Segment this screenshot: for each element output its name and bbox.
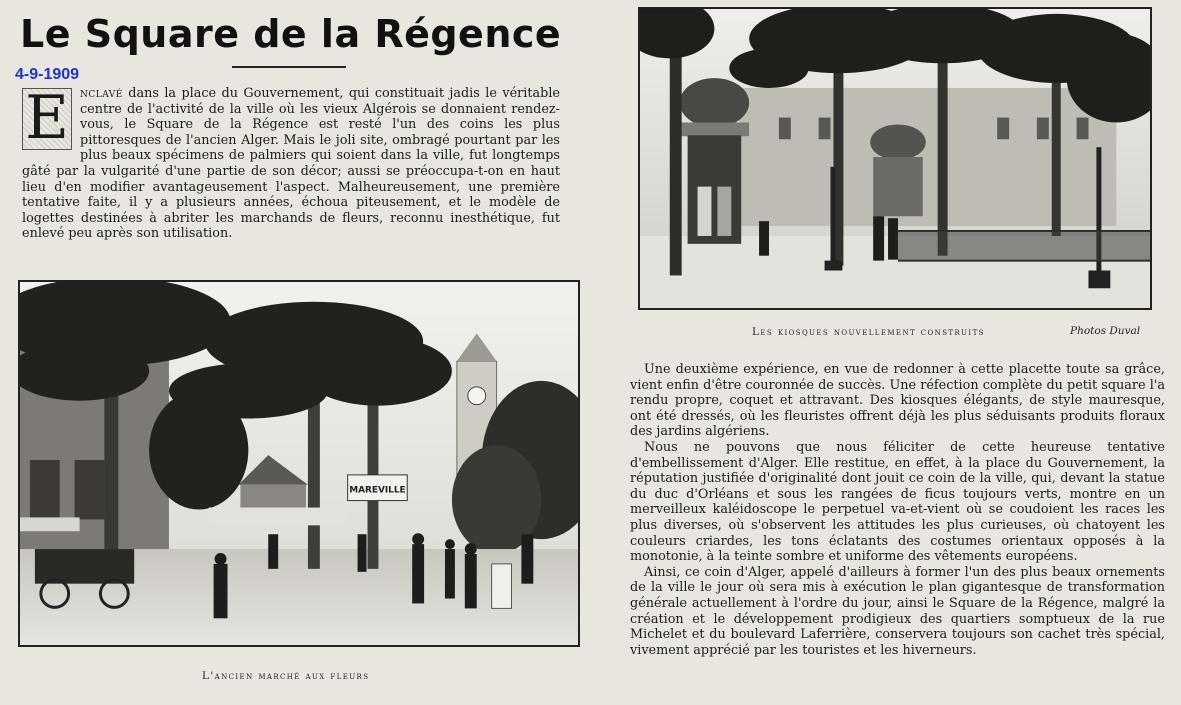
- intro-paragraph: [22, 83, 560, 242]
- lead-word: nclavé: [80, 86, 123, 101]
- drop-cap-letter: E: [22, 88, 72, 150]
- photo-new-kiosks: [638, 7, 1152, 310]
- kiosks-illustration: [640, 9, 1150, 308]
- body-paragraph-1: Une deuxième expérience, en vue de redonner à cette placette toute sa grâce, vient enfin d'être couronnée de succès. Une réfection complète du petit square l'a rendu propre, coquet et attravant. Des kiosques élégants, de style mauresque, ont été dressés, où les fleuristes offrent déjà les plus séduisants produits floraux des jardins algériens.: [630, 362, 1165, 440]
- title-underline: [232, 66, 346, 68]
- date-stamp: 4-9-1909: [15, 66, 80, 83]
- photo-credit: Photos Duval: [1070, 325, 1141, 337]
- right-photo-caption: Les kiosques nouvellement construits: [752, 326, 985, 338]
- body-paragraph-2: Nous ne pouvons que nous féliciter de cette heureuse tentative d'embellissement d'Alger. Elle restitue, en effet, à la place du Gouvernement, la réputation justifiée d'originalité dont jouit ce coin de la ville, qui, devant la statue du duc d'Orléans et sous les rangées de ficus toujours verts, montre en un merveilleux kaléidoscope le perpetuel va-et-vient où se coudoient les races les plus diverses, où s'observent les attitudes les plus curieuses, où chatoyent les couleurs criardes, les tons éclatants des costumes orientaux opposés à la monotonie, à la teinte sombre et uniforme des vêtements européens.: [630, 439, 1165, 565]
- shop-sign-text: MAREVILLE: [349, 485, 406, 496]
- intro-text: dans la place du Gouvernement, qui constituait jadis le véritable centre de l'activité de la ville où les vieux Algérois se donnaient rendez-vous, le Square de la Régence est resté l'un des coins les plus pittoresques de l'ancien Alger. Mais le joli site, ombragé pourtant par les plus beaux spécimens de palmiers qui soient dans la ville, fut longtemps gâté par la vulgarité d'une partie de son décor; aussi se préoccupa-t-on en haut lieu d'en modifier avantageusement l'aspect. Malheureusement, une première tentative faite, il y a plusieurs années, échoua piteusement, et le modèle de logettes destinées à abriter les marchands de fleurs, reconnu inesthétique, fut enlevé peu après son utilisation.: [22, 86, 560, 242]
- left-photo-caption: L'ancien marché aux fleurs: [202, 670, 370, 682]
- article-body: [630, 362, 1165, 658]
- flower-market-illustration: [20, 282, 578, 645]
- page-title: Le Square de la Régence: [20, 12, 562, 56]
- photo-old-flower-market: [18, 280, 580, 647]
- body-paragraph-3: Ainsi, ce coin d'Alger, appelé d'ailleurs à former l'un des plus beaux ornements de la ville le jour où sera mis à exécution le plan gigantesque de transformation générale actuellement à l'ordre du jour, ainsi le Square de la Régence, malgré la création et le développement prodigieux des quartiers somptueux de la rue Michelet et du boulevard Laferrière, conservera toujours son cachet très spécial, vivement apprécié par les touristes et les hiverneurs.: [630, 564, 1165, 658]
